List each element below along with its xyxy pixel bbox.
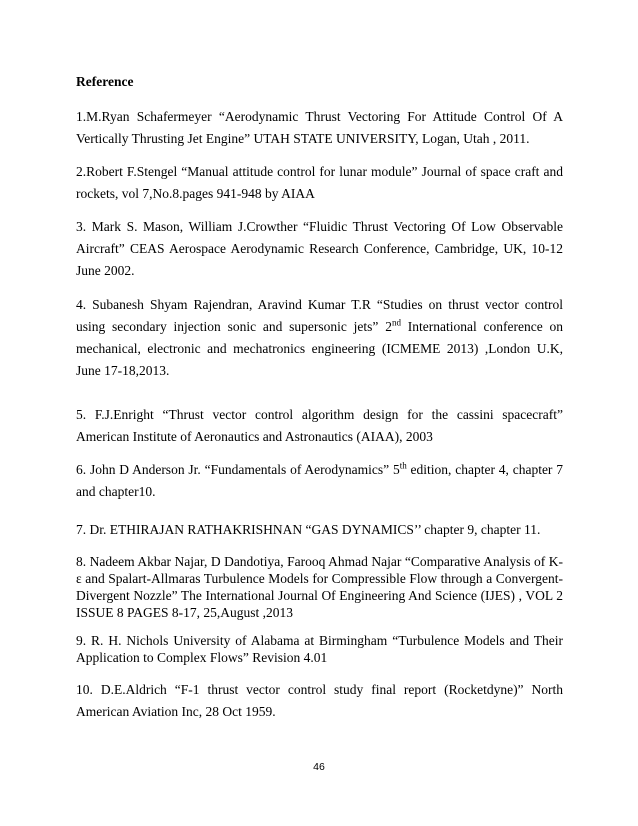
reference-item-2: 2.Robert F.Stengel “Manual attitude control for lunar module” Journal of space craft and rockets, vol 7,No.8.pages 941-948 by AIAA: [76, 164, 563, 201]
reference-item-1: 1.M.Ryan Schafermeyer “Aerodynamic Thrust Vectoring For Attitude Control Of A Vertically Thrusting Jet Engine” UTAH STATE UNIVERSITY, Logan, Utah , 2011.: [76, 109, 563, 146]
page-number: 46: [313, 761, 325, 773]
reference-item-6-text-start: 6. John D Anderson Jr. “Fundamentals of Aerodynamics” 5: [76, 462, 400, 477]
reference-item-5: 5. F.J.Enright “Thrust vector control algorithm design for the cassini spacecraft” American Institute of Aeronautics and Astronautics (AIAA), 2003: [76, 407, 563, 444]
reference-item-7: 7. Dr. ETHIRAJAN RATHAKRISHNAN “GAS DYNAMICS’’ chapter 9, chapter 11.: [76, 522, 541, 537]
reference-item-10: 10. D.E.Aldrich “F-1 thrust vector control study final report (Rocketdyne)” North American Aviation Inc, 28 Oct 1959.: [76, 682, 563, 719]
reference-item-6-text-end: edition, chapter 4, chapter 7 and chapter10.: [76, 462, 563, 499]
reference-item-4-text-start: 4. Subanesh Shyam Rajendran, Aravind Kumar T.R “Studies on thrust vector control using secondary injection sonic and supersonic jets” 2: [76, 297, 563, 334]
reference-item-9: 9. R. H. Nichols University of Alabama at Birmingham “Turbulence Models and Their Application to Complex Flows” Revision 4.01: [76, 633, 563, 665]
reference-item-8: 8. Nadeem Akbar Najar, D Dandotiya, Farooq Ahmad Najar “Comparative Analysis of K-ε and Spalart-Allmaras Turbulence Models for Compressible Flow through a Convergent-Divergent Nozzle” The International Journal Of Engineering And Science (IJES) , VOL 2 ISSUE 8 PAGES 8-17, 25,August ,2013: [76, 554, 563, 620]
reference-item-4-ordinal-suffix: nd: [391, 317, 401, 328]
reference-item-3: 3. Mark S. Mason, William J.Crowther “Fluidic Thrust Vectoring Of Low Observable Aircraft” CEAS Aerospace Aerodynamic Research Conference, Cambridge, UK, 10-12 June 2002.: [76, 219, 563, 278]
reference-item-4: [76, 294, 563, 382]
reference-item-6: [76, 459, 563, 503]
reference-item-4-text-end: International conference on mechanical, electronic and mechatronics engineering (ICMEME 2013) ,London U.K, June 17-18,2013.: [76, 319, 564, 378]
reference-item-6-ordinal-suffix: th: [399, 460, 407, 471]
reference-heading: Reference: [76, 74, 134, 89]
